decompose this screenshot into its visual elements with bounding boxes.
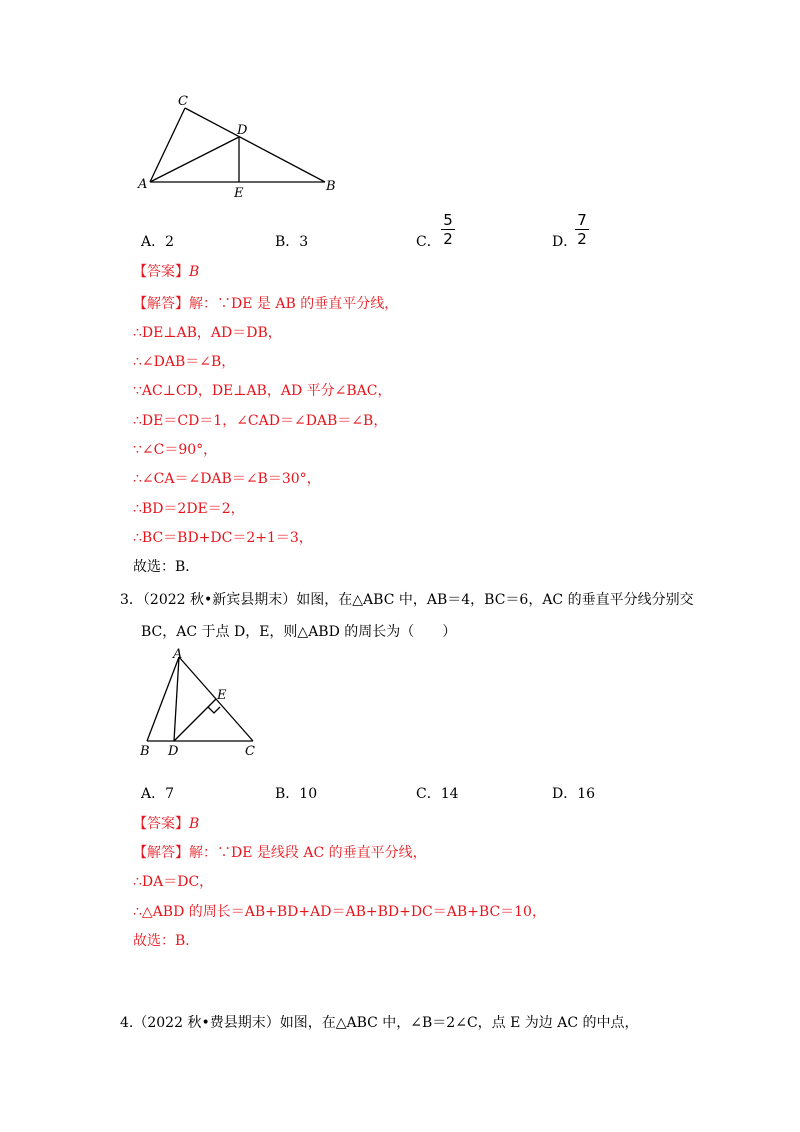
q2-option-c: C． — [416, 234, 441, 250]
label-E: E — [217, 688, 227, 703]
q3-step-4: 故选：B． — [133, 933, 200, 949]
label-B: B — [326, 179, 336, 194]
q2-step-5: ∴DE＝CD＝1，∠CAD＝∠DAB＝∠B， — [133, 413, 388, 429]
q2-step-9: ∴BC＝BD+DC＝2+1＝3， — [133, 530, 313, 546]
q3-option-d: D．16 — [552, 786, 596, 802]
q2-option-b: B．3 — [275, 234, 309, 250]
label-A: A — [138, 177, 148, 192]
q2-step-6: ∵∠C＝90°， — [133, 442, 218, 458]
q2-answer: 【答案】B — [133, 264, 200, 280]
label-D: D — [168, 744, 179, 759]
q2-step-7: ∴∠CA＝∠DAB＝∠B＝30°， — [133, 471, 321, 487]
q3-option-c: C．14 — [416, 786, 459, 802]
q2-step-8: ∴BD＝2DE＝2， — [133, 501, 245, 517]
q2-option-d-fraction: 7 2 — [575, 212, 589, 247]
label-C: C — [178, 94, 188, 109]
label-E: E — [234, 186, 244, 201]
q3-stem-line-2: BC，AC 于点 D，E，则△ABD 的周长为（ ） — [141, 624, 457, 640]
q3-option-a: A．7 — [141, 786, 175, 802]
q4-stem: 4.（2022 秋•费县期末）如图，在△ABC 中，∠B＝2∠C，点 E 为边 AC 的中点， — [120, 1015, 639, 1031]
label-A: A — [173, 647, 183, 662]
q2-option-a: A．2 — [141, 234, 175, 250]
q3-option-b: B．10 — [275, 786, 318, 802]
q2-option-d: D． — [552, 234, 578, 250]
q2-step-3: ∴∠DAB＝∠B， — [133, 354, 236, 370]
figure-triangle-2 — [135, 644, 275, 762]
q3-stem-line-1: 3．（2022 秋•新宾县期末）如图，在△ABC 中，AB＝4，BC＝6，AC 的垂直平分线分别交 — [120, 592, 694, 608]
label-B: B — [140, 744, 150, 759]
label-C: C — [245, 744, 255, 759]
q3-step-2: ∴DA＝DC， — [133, 874, 214, 890]
q2-step-1: 【解答】解：∵DE 是 AB 的垂直平分线， — [133, 296, 399, 312]
q2-step-2: ∴DE⊥AB，AD＝DB， — [133, 325, 282, 341]
figure-triangle-1 — [130, 90, 350, 205]
label-D: D — [237, 123, 248, 138]
q3-step-3: ∴△ABD 的周长＝AB+BD+AD＝AB+BD+DC＝AB+BC＝10， — [133, 904, 546, 920]
q2-step-4: ∵AC⊥CD，DE⊥AB，AD 平分∠BAC， — [133, 383, 392, 399]
q2-step-10: 故选：B． — [133, 559, 200, 575]
q3-step-1: 【解答】解：∵DE 是线段 AC 的垂直平分线， — [133, 845, 427, 861]
q2-option-c-fraction: 5 2 — [441, 212, 455, 247]
q3-answer: 【答案】B — [133, 816, 200, 832]
